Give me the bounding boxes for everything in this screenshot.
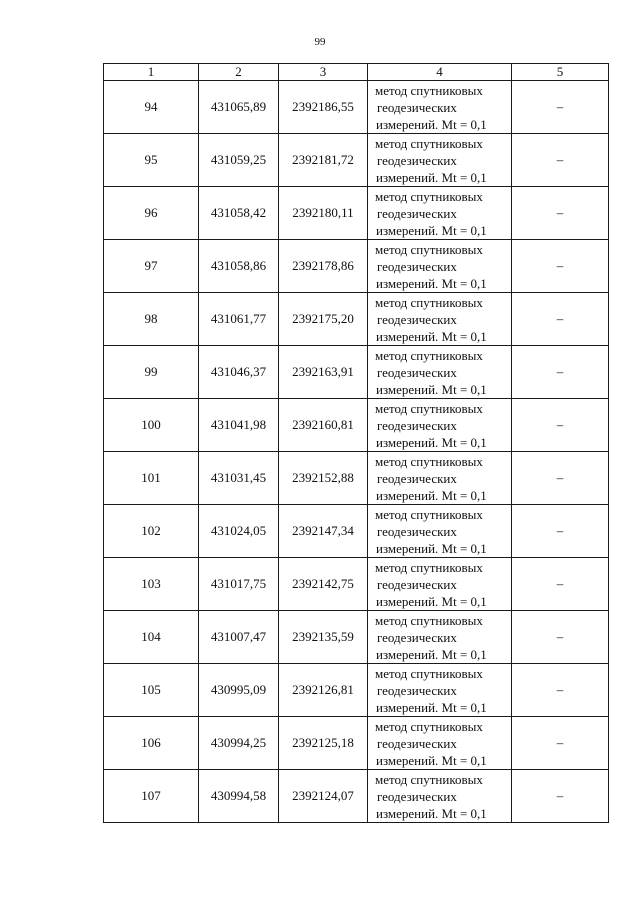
x-coordinate-cell: 431041,98: [199, 399, 279, 452]
note-cell: –: [512, 664, 609, 717]
header-col-5: 5: [512, 64, 609, 81]
method-cell: [368, 770, 512, 823]
method-line: геодезических: [377, 417, 457, 433]
point-number-cell: 98: [104, 293, 199, 346]
method-line: метод спутниковых: [375, 612, 483, 628]
method-line: измерений. Mt = 0,1: [376, 222, 487, 238]
note-cell: –: [512, 346, 609, 399]
x-coordinate-cell: 431061,77: [199, 293, 279, 346]
table-row: [104, 558, 609, 611]
method-cell: [368, 664, 512, 717]
x-coordinate-cell: 430994,58: [199, 770, 279, 823]
header-col-4: 4: [368, 64, 512, 81]
method-line: геодезических: [377, 788, 457, 804]
method-line: геодезических: [377, 99, 457, 115]
note-cell: –: [512, 134, 609, 187]
method-line: метод спутниковых: [375, 559, 483, 575]
method-line: измерений. Mt = 0,1: [376, 328, 487, 344]
y-coordinate-cell: 2392142,75: [279, 558, 368, 611]
x-coordinate-cell: 431058,86: [199, 240, 279, 293]
method-line: метод спутниковых: [375, 82, 483, 98]
point-number-cell: 96: [104, 187, 199, 240]
header-col-1: 1: [104, 64, 199, 81]
x-coordinate-cell: 430994,25: [199, 717, 279, 770]
y-coordinate-cell: 2392163,91: [279, 346, 368, 399]
table-row: [104, 505, 609, 558]
method-line: метод спутниковых: [375, 506, 483, 522]
method-cell: [368, 81, 512, 134]
table-row: [104, 81, 609, 134]
method-line: метод спутниковых: [375, 718, 483, 734]
method-line: измерений. Mt = 0,1: [376, 169, 487, 185]
note-cell: –: [512, 240, 609, 293]
y-coordinate-cell: 2392147,34: [279, 505, 368, 558]
point-number-cell: 99: [104, 346, 199, 399]
method-line: метод спутниковых: [375, 665, 483, 681]
note-cell: –: [512, 558, 609, 611]
y-coordinate-cell: 2392125,18: [279, 717, 368, 770]
table-row: [104, 187, 609, 240]
method-line: геодезических: [377, 523, 457, 539]
method-cell: [368, 452, 512, 505]
x-coordinate-cell: 430995,09: [199, 664, 279, 717]
method-line: измерений. Mt = 0,1: [376, 805, 487, 821]
method-line: метод спутниковых: [375, 400, 483, 416]
method-line: геодезических: [377, 470, 457, 486]
y-coordinate-cell: 2392160,81: [279, 399, 368, 452]
method-line: измерений. Mt = 0,1: [376, 752, 487, 768]
table-header: [104, 64, 609, 81]
table-row: [104, 134, 609, 187]
method-cell: [368, 134, 512, 187]
point-number-cell: 97: [104, 240, 199, 293]
x-coordinate-cell: 431024,05: [199, 505, 279, 558]
y-coordinate-cell: 2392181,72: [279, 134, 368, 187]
y-coordinate-cell: 2392180,11: [279, 187, 368, 240]
note-cell: –: [512, 505, 609, 558]
x-coordinate-cell: 431007,47: [199, 611, 279, 664]
note-cell: –: [512, 293, 609, 346]
point-number-cell: 100: [104, 399, 199, 452]
table-row: [104, 452, 609, 505]
coordinates-table: [103, 63, 609, 823]
method-line: измерений. Mt = 0,1: [376, 593, 487, 609]
method-line: геодезических: [377, 205, 457, 221]
point-number-cell: 103: [104, 558, 199, 611]
note-cell: –: [512, 81, 609, 134]
y-coordinate-cell: 2392126,81: [279, 664, 368, 717]
table-row: [104, 717, 609, 770]
point-number-cell: 94: [104, 81, 199, 134]
page-number: 99: [314, 36, 326, 48]
y-coordinate-cell: 2392152,88: [279, 452, 368, 505]
table-row: [104, 664, 609, 717]
method-line: геодезических: [377, 576, 457, 592]
table-row: [104, 611, 609, 664]
method-line: геодезических: [377, 152, 457, 168]
method-cell: [368, 240, 512, 293]
point-number-cell: 107: [104, 770, 199, 823]
method-line: измерений. Mt = 0,1: [376, 434, 487, 450]
method-line: измерений. Mt = 0,1: [376, 116, 487, 132]
method-line: метод спутниковых: [375, 453, 483, 469]
method-line: геодезических: [377, 735, 457, 751]
y-coordinate-cell: 2392186,55: [279, 81, 368, 134]
y-coordinate-cell: 2392175,20: [279, 293, 368, 346]
point-number-cell: 105: [104, 664, 199, 717]
method-cell: [368, 611, 512, 664]
method-line: измерений. Mt = 0,1: [376, 275, 487, 291]
method-line: метод спутниковых: [375, 347, 483, 363]
header-col-2: 2: [199, 64, 279, 81]
x-coordinate-cell: 431059,25: [199, 134, 279, 187]
method-cell: [368, 717, 512, 770]
method-line: геодезических: [377, 629, 457, 645]
table-body: [104, 81, 609, 823]
note-cell: –: [512, 611, 609, 664]
method-line: метод спутниковых: [375, 188, 483, 204]
method-line: измерений. Mt = 0,1: [376, 699, 487, 715]
method-cell: [368, 558, 512, 611]
method-line: метод спутниковых: [375, 771, 483, 787]
note-cell: –: [512, 717, 609, 770]
table-row: [104, 770, 609, 823]
method-line: метод спутниковых: [375, 135, 483, 151]
point-number-cell: 101: [104, 452, 199, 505]
note-cell: –: [512, 187, 609, 240]
x-coordinate-cell: 431031,45: [199, 452, 279, 505]
method-line: геодезических: [377, 364, 457, 380]
table-row: [104, 346, 609, 399]
point-number-cell: 95: [104, 134, 199, 187]
table-row: [104, 399, 609, 452]
table-row: [104, 293, 609, 346]
x-coordinate-cell: 431065,89: [199, 81, 279, 134]
header-col-3: 3: [279, 64, 368, 81]
method-cell: [368, 505, 512, 558]
method-line: измерений. Mt = 0,1: [376, 540, 487, 556]
point-number-cell: 104: [104, 611, 199, 664]
method-cell: [368, 346, 512, 399]
x-coordinate-cell: 431046,37: [199, 346, 279, 399]
header-row: [104, 64, 609, 81]
method-line: измерений. Mt = 0,1: [376, 487, 487, 503]
method-line: измерений. Mt = 0,1: [376, 381, 487, 397]
note-cell: –: [512, 399, 609, 452]
method-line: метод спутниковых: [375, 241, 483, 257]
note-cell: –: [512, 452, 609, 505]
point-number-cell: 102: [104, 505, 199, 558]
method-line: метод спутниковых: [375, 294, 483, 310]
y-coordinate-cell: 2392135,59: [279, 611, 368, 664]
method-cell: [368, 399, 512, 452]
y-coordinate-cell: 2392124,07: [279, 770, 368, 823]
x-coordinate-cell: 431058,42: [199, 187, 279, 240]
method-line: геодезических: [377, 311, 457, 327]
method-line: геодезических: [377, 258, 457, 274]
method-cell: [368, 187, 512, 240]
point-number-cell: 106: [104, 717, 199, 770]
table-row: [104, 240, 609, 293]
x-coordinate-cell: 431017,75: [199, 558, 279, 611]
method-line: геодезических: [377, 682, 457, 698]
method-cell: [368, 293, 512, 346]
method-line: измерений. Mt = 0,1: [376, 646, 487, 662]
y-coordinate-cell: 2392178,86: [279, 240, 368, 293]
note-cell: –: [512, 770, 609, 823]
